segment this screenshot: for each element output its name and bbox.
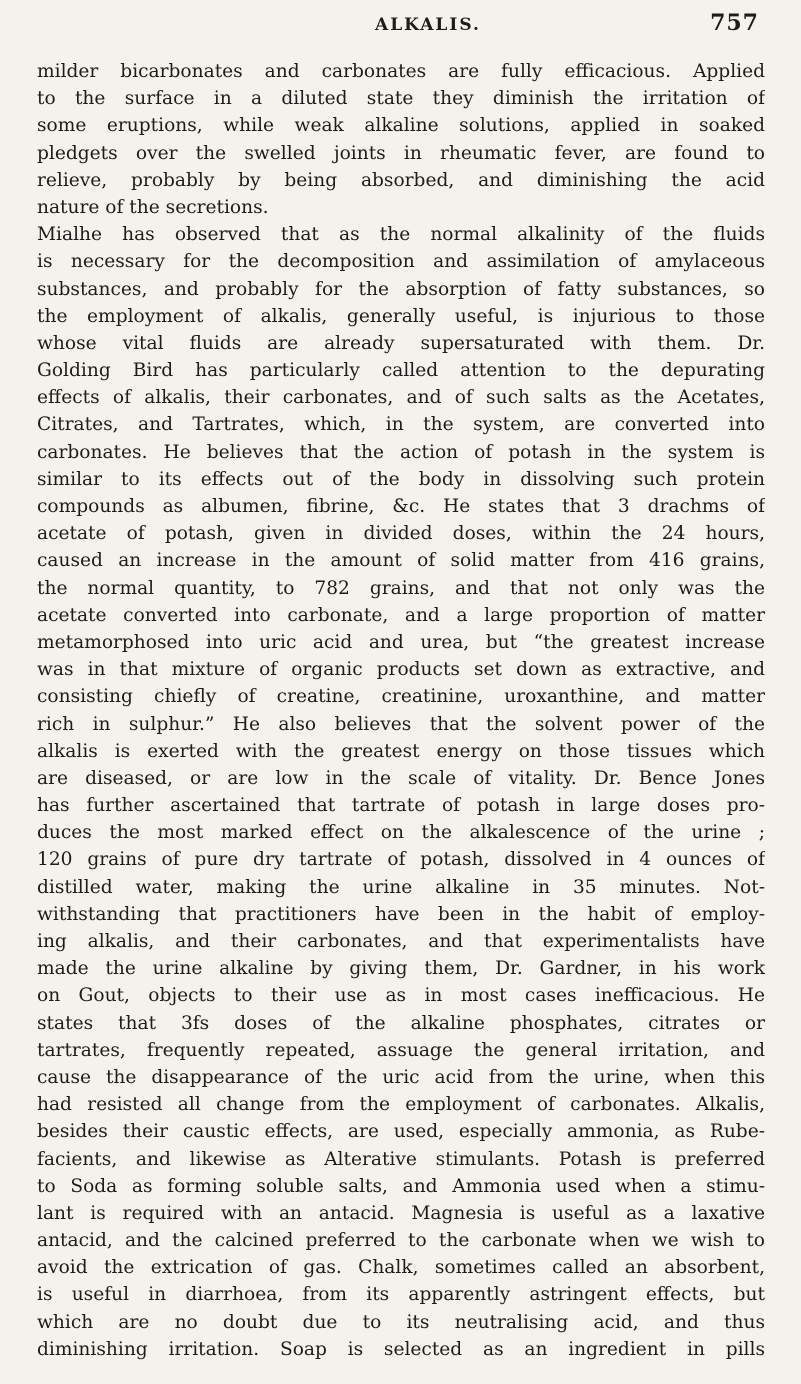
text-line: antacid, and the calcined preferred to the carbonate when we wish to: [37, 1230, 765, 1252]
text-line: consisting chiefly of creatine, creatinine, uroxanthine, and matter: [37, 686, 765, 708]
text-line: Citrates, and Tartrates, which, in the system, are converted into: [37, 414, 765, 436]
text-line: duces the most marked effect on the alkalescence of the urine ;: [37, 822, 765, 844]
text-line: the normal quantity, to 782 grains, and that not only was the: [37, 577, 765, 599]
text-line: metamorphosed into uric acid and urea, but “the greatest increase: [37, 631, 765, 653]
text-line: acetate of potash, given in divided doses, within the 24 hours,: [37, 523, 765, 545]
text-line: compounds as albumen, fibrine, &c. He states that 3 drachms of: [37, 496, 765, 517]
text-line: some eruptions, while weak alkaline solutions, applied in soaked: [37, 115, 765, 137]
text-line: withstanding that practitioners have been in the habit of employ-: [37, 903, 765, 925]
text-line: relieve, probably by being absorbed, and diminishing the acid: [37, 169, 765, 191]
text-line: substances, and probably for the absorption of fatty substances, so: [37, 278, 765, 300]
text-line: the employment of alkalis, generally useful, is injurious to those: [37, 305, 765, 327]
text-line: 120 grains of pure dry tartrate of potash, dissolved in 4 ounces of: [37, 849, 765, 871]
text-line: milder bicarbonates and carbonates are fully efficacious. Applied: [37, 61, 765, 82]
text-line: Mialhe has observed that as the normal alkalinity of the fluids: [37, 224, 765, 246]
text-line: to Soda as forming soluble salts, and Ammonia used when a stimu-: [37, 1175, 765, 1197]
text-line: is necessary for the decomposition and assimilation of amylaceous: [37, 251, 765, 273]
running-head: [37, 0, 765, 58]
text-line: lant is required with an antacid. Magnesia is useful as a laxative: [37, 1202, 765, 1224]
text-line: besides their caustic effects, are used, especially ammonia, as Rube-: [37, 1121, 765, 1143]
text-line: distilled water, making the urine alkaline in 35 minutes. Not-: [37, 876, 765, 898]
text-line: was in that mixture of organic products set down as extractive, and: [37, 659, 765, 681]
body-text: [37, 58, 765, 1363]
text-line: pledgets over the swelled joints in rheumatic fever, are found to: [37, 142, 765, 164]
text-line: effects of alkalis, their carbonates, and of such salts as the Acetates,: [37, 387, 765, 409]
text-line: to the surface in a diluted state they diminish the irritation of: [37, 88, 765, 110]
text-line: rich in sulphur.” He also believes that the solvent power of the: [37, 713, 765, 735]
text-line: on Gout, objects to their use as in most cases inefficacious. He: [37, 985, 765, 1007]
text-line: cause the disappearance of the uric acid from the urine, when this: [37, 1066, 765, 1088]
text-line: alkalis is exerted with the greatest energy on those tissues which: [37, 740, 765, 762]
page-number: 757: [710, 10, 759, 36]
text-line: which are no doubt due to its neutralising acid, and thus: [37, 1311, 765, 1333]
text-line: carbonates. He believes that the action of potash in the system is: [37, 441, 765, 463]
text-line: has further ascertained that tartrate of potash in large doses pro-: [37, 795, 765, 817]
text-line: similar to its effects out of the body in dissolving such protein: [37, 468, 765, 490]
text-line: ing alkalis, and their carbonates, and that experimentalists have: [37, 931, 765, 952]
text-line: states that 3fs doses of the alkaline phosphates, citrates or: [37, 1012, 765, 1034]
text-line: had resisted all change from the employment of carbonates. Alkalis,: [37, 1094, 765, 1116]
text-line: caused an increase in the amount of solid matter from 416 grains,: [37, 550, 765, 572]
text-line: facients, and likewise as Alterative stimulants. Potash is preferred: [37, 1148, 765, 1170]
text-line: acetate converted into carbonate, and a large proportion of matter: [37, 604, 765, 626]
text-line: is useful in diarrhoea, from its apparently astringent effects, but: [37, 1284, 765, 1306]
text-line: nature of the secretions.: [37, 196, 269, 218]
text-line: diminishing irritation. Soap is selected as an ingredient in pills: [37, 1338, 765, 1360]
text-line: tartrates, frequently repeated, assuage the general irritation, and: [37, 1039, 765, 1061]
text-line: Golding Bird has particularly called attention to the depurating: [37, 360, 765, 382]
text-line: avoid the extrication of gas. Chalk, sometimes called an absorbent,: [37, 1257, 765, 1279]
running-title: ALKALIS.: [375, 15, 481, 35]
text-line: whose vital fluids are already supersaturated with them. Dr.: [37, 332, 765, 354]
text-line: made the urine alkaline by giving them, Dr. Gardner, in his work: [37, 958, 765, 980]
text-line: are diseased, or are low in the scale of vitality. Dr. Bence Jones: [37, 767, 765, 789]
